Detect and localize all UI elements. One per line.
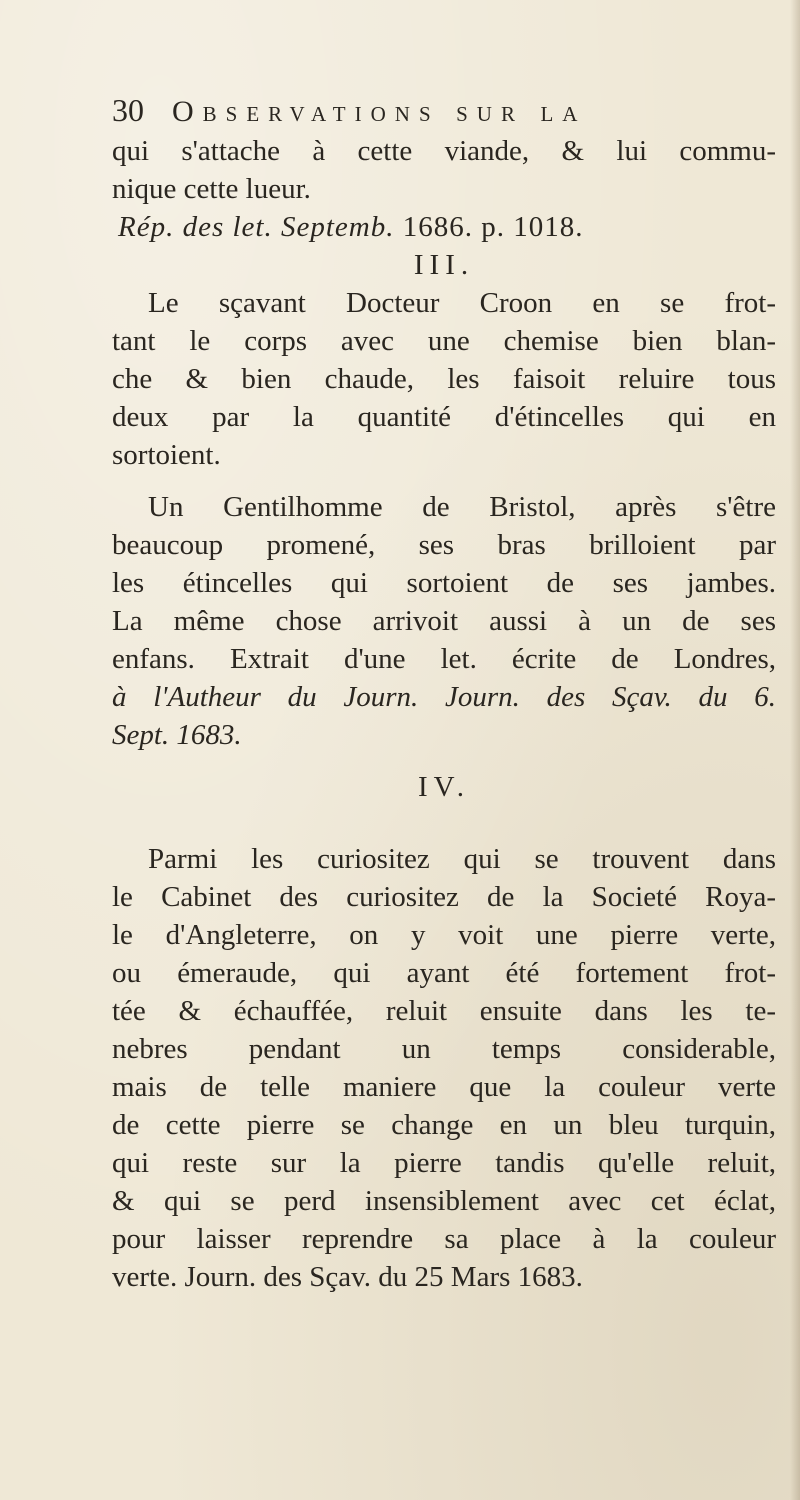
text-line: nebres pendant un temps considerable, [112, 1033, 776, 1065]
text-line: Sept. 1683. [112, 719, 242, 751]
text-line: beaucoup promené, ses bras brilloient par [112, 529, 776, 561]
reference-plain: 1686. p. 1018. [402, 211, 584, 243]
section-paragraph [112, 840, 776, 1296]
text-line: Parmi les curiositez qui se trouvent dans [148, 843, 776, 875]
text-line: sortoient. [112, 439, 221, 471]
text-line: à l'Autheur du Journ. Journ. des Sçav. du 6. [112, 681, 776, 713]
text-line: ou émeraude, qui ayant été fortement frot- [112, 957, 776, 989]
text-line: & qui se perd insensiblement avec cet éclat, [112, 1185, 776, 1217]
section-paragraph [112, 284, 776, 474]
reference-italic: Rép. des let. Septemb. [118, 211, 395, 243]
page-edge-shadow [790, 0, 800, 1500]
section-paragraph [112, 488, 776, 754]
text-line: les étincelles qui sortoient de ses jambes. [112, 567, 776, 599]
section-number: III. [413, 249, 475, 281]
text-line: de cette pierre se change en un bleu turquin, [112, 1109, 776, 1141]
reference-line [112, 208, 776, 246]
text-line: verte. Journ. des Sçav. du 25 Mars 1683. [112, 1261, 583, 1293]
text-line: le Cabinet des curiositez de la Societé Roya- [112, 881, 776, 913]
running-head-title: Observations sur la [172, 95, 587, 128]
text-line: tée & échauffée, reluit ensuite dans les te- [112, 995, 776, 1027]
section-number: IV. [417, 771, 471, 803]
body-text [112, 132, 776, 1296]
text-line: che & bien chaude, les faisoit reluire tous [112, 363, 776, 395]
text-line: Un Gentilhomme de Bristol, après s'être [148, 491, 776, 523]
text-line: le d'Angleterre, on y voit une pierre verte, [112, 919, 776, 951]
text-line: La même chose arrivoit aussi à un de ses [112, 605, 776, 637]
text-line: tant le corps avec une chemise bien blan- [112, 325, 776, 357]
page-number: 30 [112, 92, 144, 128]
text-line: nique cette lueur. [112, 173, 311, 205]
text-line: enfans. Extrait d'une let. écrite de Londres, [112, 643, 776, 675]
text-line: deux par la quantité d'étincelles qui en [112, 401, 776, 433]
text-line: qui s'attache à cette viande, & lui commu- [112, 135, 776, 167]
running-head [112, 92, 712, 136]
text-line: mais de telle maniere que la couleur verte [112, 1071, 776, 1103]
text-line: Le sçavant Docteur Croon en se frot- [148, 287, 776, 319]
text-line: pour laisser reprendre sa place à la couleur [112, 1223, 776, 1255]
text-line: qui reste sur la pierre tandis qu'elle reluit, [112, 1147, 776, 1179]
intro-paragraph [112, 132, 776, 246]
